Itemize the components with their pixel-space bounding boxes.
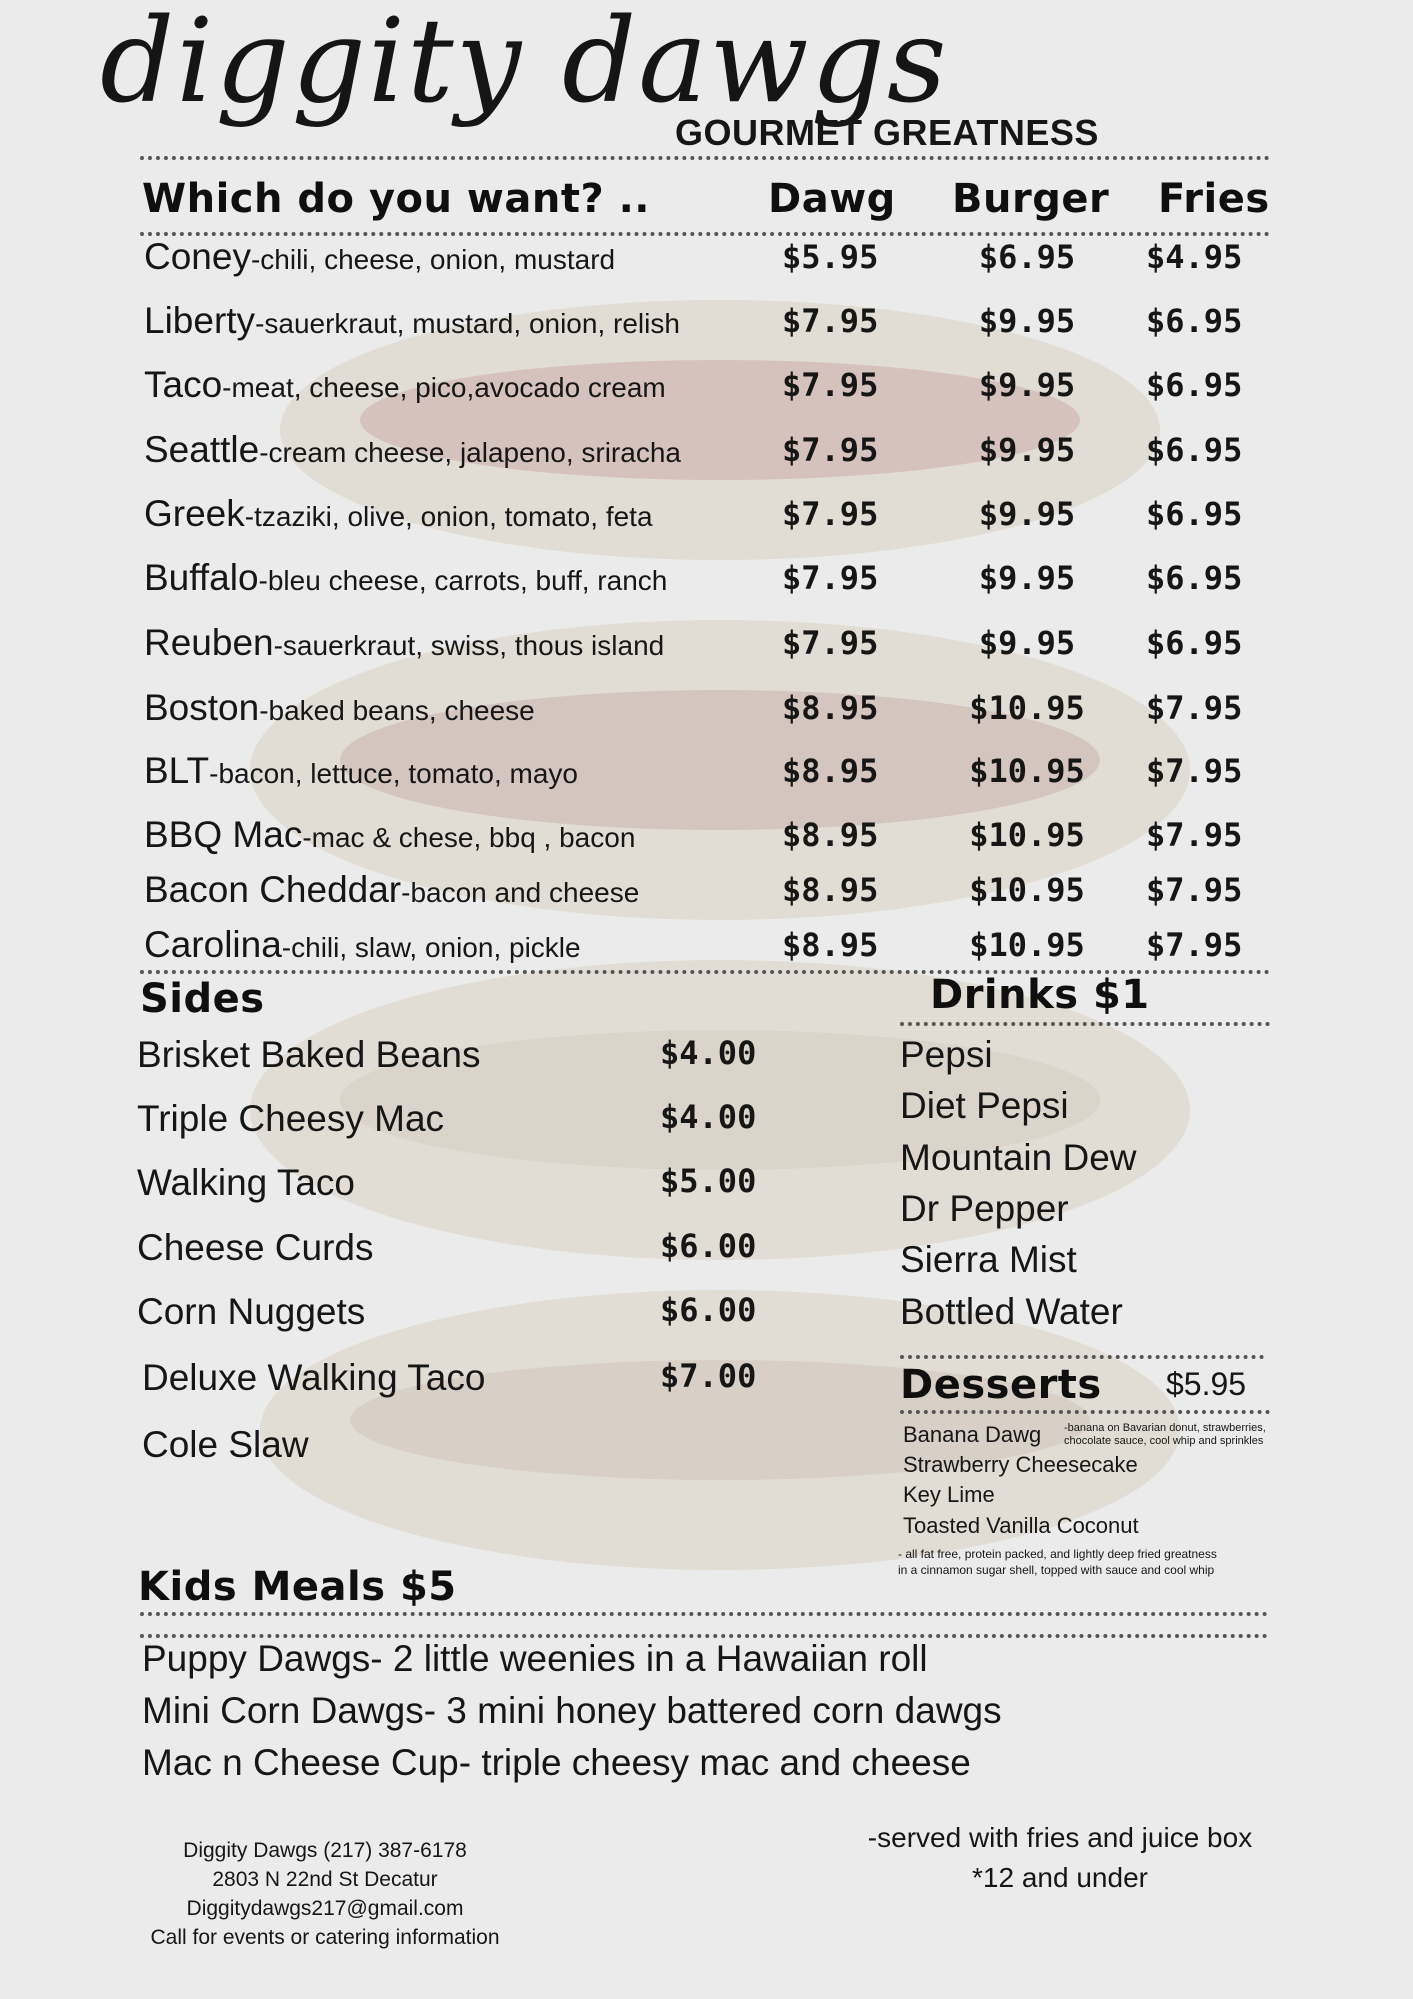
menu-item-row: [0, 493, 1413, 543]
kids-meals-heading: Kids Meals $5: [138, 1564, 457, 1610]
price-dawg: $7.95: [782, 431, 879, 469]
price-fries: $7.95: [1146, 816, 1243, 854]
price-fries: $7.95: [1146, 689, 1243, 727]
side-item-price: $4.00: [660, 1098, 757, 1136]
price-dawg: $8.95: [782, 926, 879, 964]
drink-item: Bottled Water: [900, 1291, 1123, 1332]
menu-item-title: Seattle: [144, 429, 260, 470]
menu-item-title: Taco: [144, 364, 223, 405]
price-fries: $6.95: [1146, 624, 1243, 662]
price-dawg: $8.95: [782, 752, 879, 790]
menu-item-description: -sauerkraut, swiss, thous island: [273, 630, 665, 661]
side-item-name: Walking Taco: [137, 1162, 355, 1203]
side-item-row: [0, 1424, 800, 1474]
menu-item-description: -bacon and cheese: [401, 877, 640, 908]
price-fries: $6.95: [1146, 302, 1243, 340]
dotted-divider: [900, 1022, 1270, 1026]
column-header-burger: Burger: [952, 176, 1110, 222]
menu-item-name: [144, 557, 667, 599]
price-burger: $9.95: [978, 431, 1076, 469]
menu-item-name: [144, 622, 664, 664]
desserts-heading: Desserts: [900, 1362, 1102, 1408]
price-fries: $6.95: [1146, 431, 1243, 469]
menu-item-name: [144, 300, 680, 342]
menu-item-name: [144, 687, 535, 729]
menu-item-title: Carolina: [144, 924, 282, 965]
price-fries: $7.95: [1146, 871, 1243, 909]
menu-item-title: Coney: [144, 236, 251, 277]
served-with-note: -served with fries and juice box: [867, 1822, 1253, 1853]
contact-info: [100, 1836, 550, 1952]
side-item-price: $6.00: [660, 1291, 757, 1329]
side-item-row: [0, 1162, 800, 1212]
price-dawg: $8.95: [782, 816, 879, 854]
dotted-divider: [900, 1410, 1270, 1414]
menu-item-name: [144, 869, 639, 911]
menu-item-row: [0, 869, 1413, 919]
side-item-row: [0, 1357, 800, 1407]
contact-phone: Diggity Dawgs (217) 387-6178: [183, 1839, 467, 1862]
side-item-row: [0, 1098, 800, 1148]
side-item-name: Brisket Baked Beans: [137, 1034, 481, 1075]
menu-item-row: [0, 557, 1413, 607]
drink-item: Pepsi: [900, 1034, 993, 1075]
menu-item-description: -tzaziki, olive, onion, tomato, feta: [244, 501, 653, 532]
dotted-divider: [900, 1355, 1264, 1359]
menu-item-row: [0, 814, 1413, 864]
side-item-row: [0, 1291, 800, 1341]
price-dawg: $5.95: [782, 238, 879, 276]
menu-item-name: [144, 429, 681, 471]
price-fries: $6.95: [1146, 495, 1243, 533]
kids-meal-item: Puppy Dawgs- 2 little weenies in a Hawaiian roll: [142, 1638, 928, 1679]
price-burger: $9.95: [978, 302, 1076, 340]
contact-address: 2803 N 22nd St Decatur: [212, 1868, 438, 1891]
drink-item: Sierra Mist: [900, 1239, 1077, 1280]
price-burger: $9.95: [978, 559, 1076, 597]
sides-heading: Sides: [140, 976, 265, 1022]
desserts-footnote: - all fat free, protein packed, and lightly deep fried greatness in a cinnamon sugar shell, topped with sauce and cool whip: [898, 1547, 1217, 1577]
price-burger: $9.95: [978, 495, 1076, 533]
side-item-price: $7.00: [660, 1357, 757, 1395]
age-limit-note: *12 and under: [972, 1862, 1148, 1893]
menu-item-row: [0, 750, 1413, 800]
menu-item-name: [144, 236, 615, 278]
side-item-name: Triple Cheesy Mac: [137, 1098, 445, 1139]
side-item-name: Deluxe Walking Taco: [142, 1357, 486, 1398]
menu-item-description: -sauerkraut, mustard, onion, relish: [255, 308, 680, 339]
price-fries: $7.95: [1146, 752, 1243, 790]
menu-item-name: [144, 493, 653, 535]
price-fries: $6.95: [1146, 366, 1243, 404]
menu-item-title: BBQ Mac: [144, 814, 303, 855]
menu-item-title: Boston: [144, 687, 260, 728]
price-dawg: $8.95: [782, 871, 879, 909]
kids-meals-note: [800, 1818, 1320, 1898]
price-burger: $10.95: [969, 926, 1085, 964]
price-fries: $6.95: [1146, 559, 1243, 597]
side-item-name: Cheese Curds: [137, 1227, 374, 1268]
side-item-price: $6.00: [660, 1227, 757, 1265]
menu-item-row: [0, 622, 1413, 672]
price-burger: $10.95: [969, 816, 1085, 854]
menu-item-name: [144, 750, 578, 792]
side-item-name: Cole Slaw: [142, 1424, 309, 1465]
drink-item: Dr Pepper: [900, 1188, 1069, 1229]
side-item-row: [0, 1034, 800, 1084]
price-fries: $4.95: [1146, 238, 1243, 276]
brand-logo: diggity dawgs: [100, 0, 949, 129]
drinks-heading: Drinks $1: [930, 972, 1150, 1018]
drink-item: Mountain Dew: [900, 1137, 1137, 1178]
dotted-divider: [140, 156, 1270, 160]
price-burger: $10.95: [969, 689, 1085, 727]
menu-item-row: [0, 364, 1413, 414]
contact-email: Diggitydawgs217@gmail.com: [186, 1897, 464, 1920]
price-dawg: $7.95: [782, 302, 879, 340]
menu-item-row: [0, 924, 1413, 974]
dessert-item: Banana Dawg: [903, 1422, 1042, 1447]
price-burger: $10.95: [969, 752, 1085, 790]
menu-item-description: -meat, cheese, pico,avocado cream: [222, 372, 666, 403]
main-menu-heading: Which do you want? ..: [142, 176, 650, 222]
price-burger: $9.95: [978, 624, 1076, 662]
side-item-row: [0, 1227, 800, 1277]
price-dawg: $7.95: [782, 624, 879, 662]
column-header-dawg: Dawg: [768, 176, 896, 222]
kids-meal-item: Mini Corn Dawgs- 3 mini honey battered corn dawgs: [142, 1690, 1002, 1731]
tagline: GOURMET GREATNESS: [675, 112, 1099, 153]
drink-item: Diet Pepsi: [900, 1085, 1069, 1126]
kids-meal-item: Mac n Cheese Cup- triple cheesy mac and cheese: [142, 1742, 971, 1783]
dessert-item: Key Lime: [903, 1482, 995, 1507]
price-burger: $9.95: [978, 366, 1076, 404]
banana-dawg-note: -banana on Bavarian donut, strawberries, chocolate sauce, cool whip and sprinkles: [1064, 1422, 1266, 1447]
price-dawg: $8.95: [782, 689, 879, 727]
side-item-price: $4.00: [660, 1034, 757, 1072]
menu-item-description: -cream cheese, jalapeno, sriracha: [259, 437, 681, 468]
price-dawg: $7.95: [782, 495, 879, 533]
menu-item-description: -chili, cheese, onion, mustard: [250, 244, 616, 275]
menu-item-title: Reuben: [144, 622, 274, 663]
menu-item-name: [144, 364, 666, 406]
menu-item-description: -chili, slaw, onion, pickle: [281, 932, 581, 963]
dotted-divider: [140, 1612, 1268, 1616]
menu-item-title: Bacon Cheddar: [144, 869, 402, 910]
column-header-fries: Fries: [1158, 176, 1270, 222]
price-dawg: $7.95: [782, 366, 879, 404]
price-burger: $10.95: [969, 871, 1085, 909]
price-burger: $6.95: [978, 238, 1076, 276]
menu-item-row: [0, 687, 1413, 737]
menu-item-description: -bacon, lettuce, tomato, mayo: [209, 758, 578, 789]
menu-item-name: [144, 924, 581, 966]
dessert-item: Strawberry Cheesecake: [903, 1452, 1138, 1477]
menu-item-description: -bleu cheese, carrots, buff, ranch: [258, 565, 668, 596]
menu-item-row: [0, 300, 1413, 350]
contact-catering: Call for events or catering information: [150, 1926, 500, 1949]
menu-item-title: Greek: [144, 493, 245, 534]
side-item-name: Corn Nuggets: [137, 1291, 366, 1332]
menu-item-title: BLT: [144, 750, 210, 791]
menu-item-description: -baked beans, cheese: [259, 695, 535, 726]
price-dawg: $7.95: [782, 559, 879, 597]
menu-item-row: [0, 429, 1413, 479]
menu-item-description: -mac & chese, bbq , bacon: [302, 822, 636, 853]
menu-item-row: [0, 236, 1413, 286]
side-item-price: $5.00: [660, 1162, 757, 1200]
menu-item-name: [144, 814, 635, 856]
price-fries: $7.95: [1146, 926, 1243, 964]
dessert-item: Toasted Vanilla Coconut: [903, 1513, 1139, 1538]
menu-item-title: Buffalo: [144, 557, 259, 598]
menu-item-title: Liberty: [144, 300, 256, 341]
desserts-price: $5.95: [1166, 1366, 1247, 1402]
